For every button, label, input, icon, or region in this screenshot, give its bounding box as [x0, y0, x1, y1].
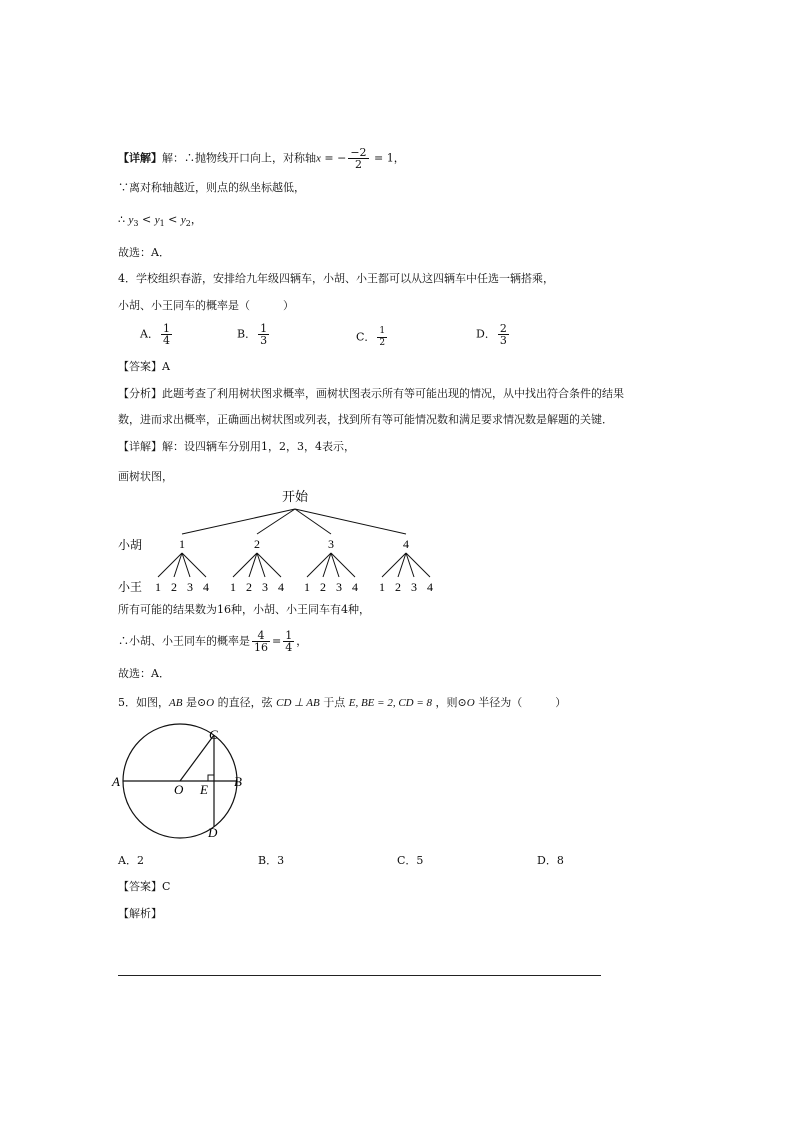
- label-b: B: [234, 774, 242, 789]
- footer-rule: [118, 975, 601, 976]
- q5-analysis: 【解析】: [118, 907, 162, 920]
- leaf-1-1: 1: [155, 580, 161, 594]
- leaf-2-1: 1: [230, 580, 236, 594]
- q4-detail-1: 【详解】解：设四辆车分别用1，2，3，4表示，: [118, 440, 355, 453]
- choose-line-3: 故选：A．: [118, 246, 170, 259]
- leaf-4-3: 3: [411, 580, 417, 594]
- detail-line-axis: 【详解】解：∴抛物线开口向上，对称轴x = − $\frac{-2}{2}$ = 1，: [118, 146, 405, 171]
- label-d: D: [208, 825, 218, 840]
- label-c: C: [209, 727, 218, 742]
- leaf-2-4: 4: [278, 580, 284, 594]
- label-o: O: [174, 782, 184, 797]
- detail-tag: 【详解】: [118, 151, 162, 165]
- tree-row1-label: 小胡: [118, 538, 143, 552]
- leaf-1-4: 4: [203, 580, 209, 594]
- tree-node-4: 4: [403, 537, 409, 551]
- q4-result-1: 所有可能的结果数为16种，小胡、小王同车有4种，: [118, 603, 370, 616]
- tree-row2-label: 小王: [118, 580, 143, 594]
- q5-answer: 【答案】C: [118, 880, 171, 893]
- q5-option-a: A．2: [118, 854, 144, 867]
- inequality-line: ∴ $y_3 < y_1 < y_2$，: [118, 213, 202, 229]
- q4-option-a: A． $\frac{1}{4}$: [140, 322, 170, 347]
- leaf-3-3: 3: [336, 580, 342, 594]
- tree-node-3: 3: [328, 537, 334, 551]
- leaf-4-2: 2: [395, 580, 401, 594]
- q4-option-d: D． $\frac{2}{3}$: [476, 322, 507, 347]
- tree-node-1: 1: [179, 537, 185, 551]
- leaf-3-1: 1: [304, 580, 310, 594]
- q4-result-2: ∴小胡、小王同车的概率是 $\frac{4}{16}$ = $\frac{1}{4}$ ，: [118, 629, 308, 654]
- leaf-1-3: 3: [187, 580, 193, 594]
- q4-detail-2: 画树状图，: [118, 470, 173, 483]
- tree-node-2: 2: [254, 537, 260, 551]
- tree-diagram: [0, 480, 794, 605]
- leaf-2-2: 2: [246, 580, 252, 594]
- leaf-1-2: 2: [171, 580, 177, 594]
- q4-analysis-2: 数，进而求出概率，正确画出树状图或列表，找到所有等可能情况数和满足要求情况数是解题的关键．: [118, 413, 613, 426]
- q4-stem-1: 4．学校组织春游，安排给九年级四辆车，小胡、小王都可以从这四辆车中任选一辆搭乘，: [118, 272, 554, 285]
- label-e: E: [200, 782, 208, 797]
- q5-option-d: D．8: [537, 854, 564, 867]
- circle-figure: [110, 722, 270, 842]
- leaf-3-4: 4: [352, 580, 358, 594]
- q4-option-c: C． $\frac{1}{2}$: [356, 326, 386, 348]
- leaf-4-4: 4: [427, 580, 433, 594]
- q5-stem: 5．如图，AB 是⊙O 的直径，弦 CD ⊥ AB 于点 E, BE = 2, CD = 8 ，则⊙O 半径为（ ）: [118, 696, 567, 709]
- leaf-4-1: 1: [379, 580, 385, 594]
- leaf-2-3: 3: [262, 580, 268, 594]
- q4-option-b: B． $\frac{1}{3}$: [237, 322, 268, 347]
- q4-analysis-1: 【分析】此题考查了利用树状图求概率，画树状图表示所有等可能出现的情况，从中找出符合条件的结果: [118, 387, 624, 400]
- leaf-3-2: 2: [320, 580, 326, 594]
- reason-line: ∵离对称轴越近，则点的纵坐标越低，: [118, 181, 305, 194]
- tree-root: 开始: [281, 489, 309, 504]
- q4-choose: 故选：A．: [118, 667, 170, 680]
- q4-stem-2: 小胡、小王同车的概率是（ ）: [118, 299, 294, 312]
- axis-fraction: $\frac{-2}{2}$: [350, 146, 367, 171]
- q5-option-c: C．5: [397, 854, 424, 867]
- label-a: A: [112, 774, 120, 789]
- q5-option-b: B．3: [258, 854, 285, 867]
- q4-answer: 【答案】A: [118, 360, 170, 373]
